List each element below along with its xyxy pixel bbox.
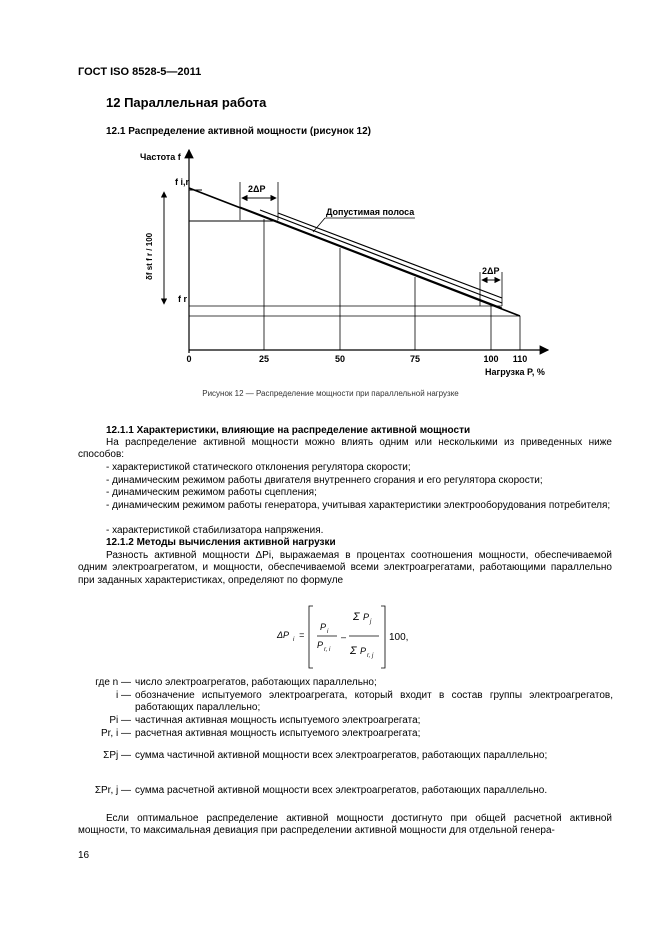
definition-desc: сумма расчетной активной мощности всех электроагрегатов, работающих параллельно. <box>135 785 548 796</box>
tick-100: 100 <box>483 354 499 364</box>
tick-50: 50 <box>334 354 346 364</box>
f-r-label: f r <box>178 294 187 304</box>
definition-term: Pr, i — <box>100 728 131 739</box>
paragraph-methods: На распределение активной мощности можно влиять одним или несколькими из приведенных ниже способов: <box>78 437 612 461</box>
delta-p-formula <box>275 600 425 672</box>
svg-text:r, j: r, j <box>367 653 374 659</box>
definition-desc: частичная активная мощность испытуемого электроагрегата; <box>135 715 421 726</box>
definition-term: i — <box>116 690 131 701</box>
definition-term: где n — <box>95 677 131 688</box>
figure-caption: Рисунок 12 — Распределение мощности при параллельной нагрузке <box>202 389 459 398</box>
svg-text:Σ: Σ <box>353 611 360 623</box>
section-title: 12 Параллельная работа <box>106 95 267 110</box>
definition-term: Pi — <box>109 715 131 726</box>
svg-text:=: = <box>299 630 305 640</box>
subsection-title: 12.1 Распределение активной мощности (рисунок 12) <box>106 126 371 137</box>
delta-p-right-label: 2ΔP <box>482 266 500 276</box>
tick-75: 75 <box>409 354 421 364</box>
paragraph-conclusion: Если оптимальное распределение активной мощности достигнуто при общей расчетной активной мощности, то максимальная девиация при распределении активной мощности для отдельной генера- <box>78 813 612 837</box>
f-ir-label: f i,r <box>175 177 190 187</box>
tick-25: 25 <box>258 354 270 364</box>
document-header: ГОСТ ISO 8528-5—2011 <box>78 66 202 78</box>
list-item: - характеристикой стабилизатора напряжения. <box>106 525 324 536</box>
svg-text:i: i <box>327 629 329 635</box>
vertical-dimension-label: δf st f r / 100 <box>145 232 154 280</box>
svg-text:ΔP: ΔP <box>277 630 290 640</box>
svg-text:j: j <box>370 619 372 625</box>
tick-0: 0 <box>186 354 192 364</box>
definition-desc: расчетная активная мощность испытуемого электроагрегата; <box>135 728 421 739</box>
x-axis-label: Нагрузка P, % <box>485 367 545 377</box>
svg-text:P: P <box>320 622 327 632</box>
svg-text:P: P <box>363 612 370 622</box>
page-number: 16 <box>78 850 90 861</box>
heading-12-1-2: 12.1.2 Методы вычисления активной нагрузки <box>106 537 336 548</box>
svg-text:P: P <box>317 640 324 650</box>
definition-desc: обозначение испытуемого электроагрегата, который входит в состав группы электроагрегатов, работающих параллельно; <box>135 690 613 714</box>
formula-tail: 100, <box>389 632 409 643</box>
list-item: - динамическим режимом работы сцепления; <box>106 487 317 498</box>
list-item: - динамическим режимом работы генератора, учитывая характеристики электрооборудования потребителя; <box>106 500 611 511</box>
svg-text:–: – <box>341 632 347 642</box>
svg-text:P: P <box>360 646 367 656</box>
svg-text:r, i: r, i <box>324 647 331 653</box>
paragraph-formula-intro: Разность активной мощности ΔPi, выражаемая в процентах соотношения мощности, обеспечиваемой одним электроагрегатом, и мощности, обеспечиваемой всеми электроагрегатами, работающими параллельно при заданных характеристиках, определяют по формуле <box>78 550 612 586</box>
svg-text:i: i <box>293 637 295 643</box>
list-item: - динамическим режимом работы двигателя внутреннего сгорания и его регулятора скорости; <box>106 475 543 486</box>
definition-term: ΣPj — <box>103 750 131 761</box>
y-axis-label: Частота f <box>140 152 181 162</box>
power-distribution-diagram <box>130 140 570 380</box>
tick-110: 110 <box>512 354 528 364</box>
delta-p-top-label: 2ΔP <box>248 184 266 194</box>
definition-term: ΣPr, j — <box>94 785 131 796</box>
list-item: - характеристикой статического отклонения регулятора скорости; <box>106 462 411 473</box>
definition-desc: число электроагрегатов, работающих параллельно; <box>135 677 377 688</box>
definition-desc: сумма частичной активной мощности всех электроагрегатов, работающих параллельно; <box>135 750 548 761</box>
band-label: Допустимая полоса <box>326 207 415 217</box>
svg-text:Σ: Σ <box>350 645 357 657</box>
heading-12-1-1: 12.1.1 Характеристики, влияющие на распределение активной мощности <box>106 425 471 436</box>
